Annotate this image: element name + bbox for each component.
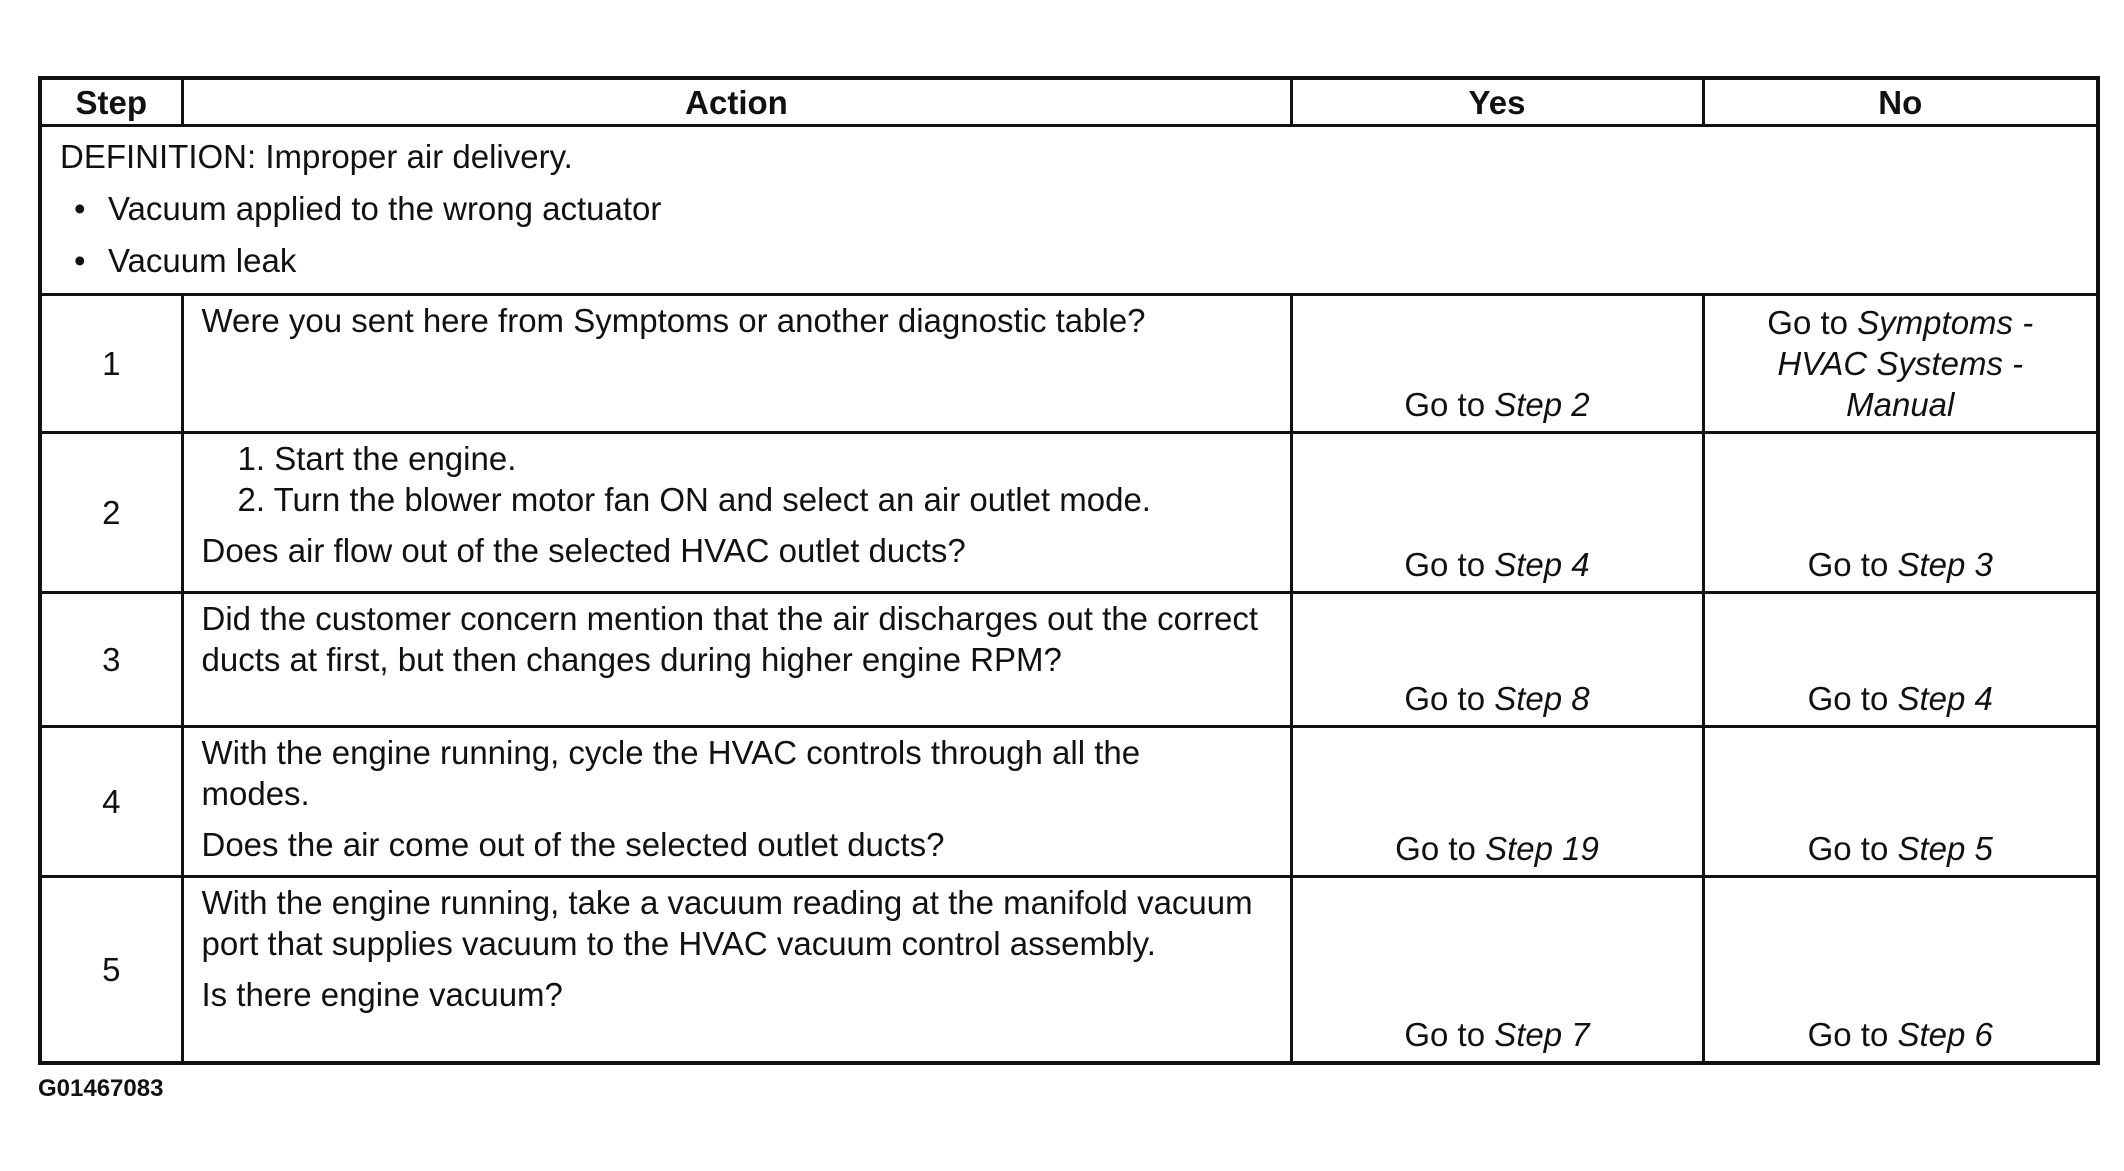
action-cell <box>182 593 1291 727</box>
no-target: Step 5 <box>1897 830 1993 867</box>
action-text: Were you sent here from Symptoms or another diagnostic table? <box>201 302 1146 339</box>
action-text: Did the customer concern mention that the air discharges out the correct ducts at first, but then changes during higher engine RPM? <box>201 600 1259 678</box>
header-action: Action <box>182 78 1291 126</box>
action-text: With the engine running, cycle the HVAC controls through all the modes. <box>201 734 1141 812</box>
step-number: 1 <box>40 295 182 433</box>
no-target: Symptoms - <box>1857 304 2034 341</box>
no-target: Step 3 <box>1897 546 1993 583</box>
yes-target: Step 7 <box>1494 1015 1590 1053</box>
no-cell <box>1703 727 2098 877</box>
no-target: Manual <box>1846 386 1955 423</box>
diagnostic-table <box>38 76 2100 1065</box>
no-target: Step 6 <box>1897 1015 1993 1053</box>
definition-text: DEFINITION: Improper air delivery. <box>60 138 573 175</box>
yes-cell <box>1291 877 1703 1063</box>
step-number: 2 <box>40 433 182 593</box>
yes-prefix: Go to <box>1404 546 1495 583</box>
yes-prefix: Go to <box>1404 680 1495 717</box>
step-number: 5 <box>40 877 182 1063</box>
action-text: Is there engine vacuum? <box>201 976 563 1013</box>
definition-bullet: • Vacuum applied to the wrong actuator <box>60 183 2078 235</box>
action-text: Does air flow out of the selected HVAC outlet ducts? <box>201 532 966 569</box>
no-target: HVAC Systems - <box>1777 345 2024 382</box>
action-text: Does the air come out of the selected outlet ducts? <box>201 826 945 863</box>
yes-target: Step 8 <box>1494 680 1590 717</box>
numbered-item: 2. Turn the blower motor fan ON and select an air outlet mode. <box>237 481 1151 518</box>
step-number: 3 <box>40 593 182 727</box>
yes-prefix: Go to <box>1404 386 1495 423</box>
no-cell <box>1703 433 2098 593</box>
no-cell <box>1703 295 2098 433</box>
yes-target: Step 2 <box>1494 386 1590 423</box>
no-prefix: Go to <box>1807 680 1898 717</box>
no-prefix: Go to <box>1807 830 1898 867</box>
no-target: Step 4 <box>1897 680 1993 717</box>
definition-bullet: • Vacuum leak <box>60 235 2078 287</box>
no-prefix: Go to <box>1807 1015 1898 1053</box>
yes-target: Step 19 <box>1485 830 1599 867</box>
yes-cell <box>1291 727 1703 877</box>
definition-row <box>40 126 2098 295</box>
yes-cell <box>1291 433 1703 593</box>
header-step: Step <box>40 78 182 126</box>
yes-prefix: Go to <box>1395 830 1486 867</box>
header-row <box>40 78 2098 126</box>
no-cell <box>1703 593 2098 727</box>
definition-cell <box>40 126 2098 295</box>
no-prefix: Go to <box>1767 304 1858 341</box>
header-no: No <box>1703 78 2098 126</box>
yes-target: Step 4 <box>1494 546 1590 583</box>
action-cell <box>182 433 1291 593</box>
action-cell <box>182 295 1291 433</box>
numbered-item: 1. Start the engine. <box>237 440 517 477</box>
yes-cell <box>1291 593 1703 727</box>
table-row <box>40 433 2098 593</box>
yes-prefix: Go to <box>1404 1015 1495 1053</box>
no-cell <box>1703 877 2098 1063</box>
no-prefix: Go to <box>1807 546 1898 583</box>
header-yes: Yes <box>1291 78 1703 126</box>
action-cell <box>182 877 1291 1063</box>
table-row <box>40 727 2098 877</box>
yes-cell <box>1291 295 1703 433</box>
table-row <box>40 877 2098 1063</box>
table-row <box>40 593 2098 727</box>
action-text: With the engine running, take a vacuum reading at the manifold vacuum port that supplies vacuum to the HVAC vacuum control assembly. <box>201 884 1253 962</box>
figure-id: G01467083 <box>38 1075 164 1102</box>
action-cell <box>182 727 1291 877</box>
step-number: 4 <box>40 727 182 877</box>
table-row <box>40 295 2098 433</box>
